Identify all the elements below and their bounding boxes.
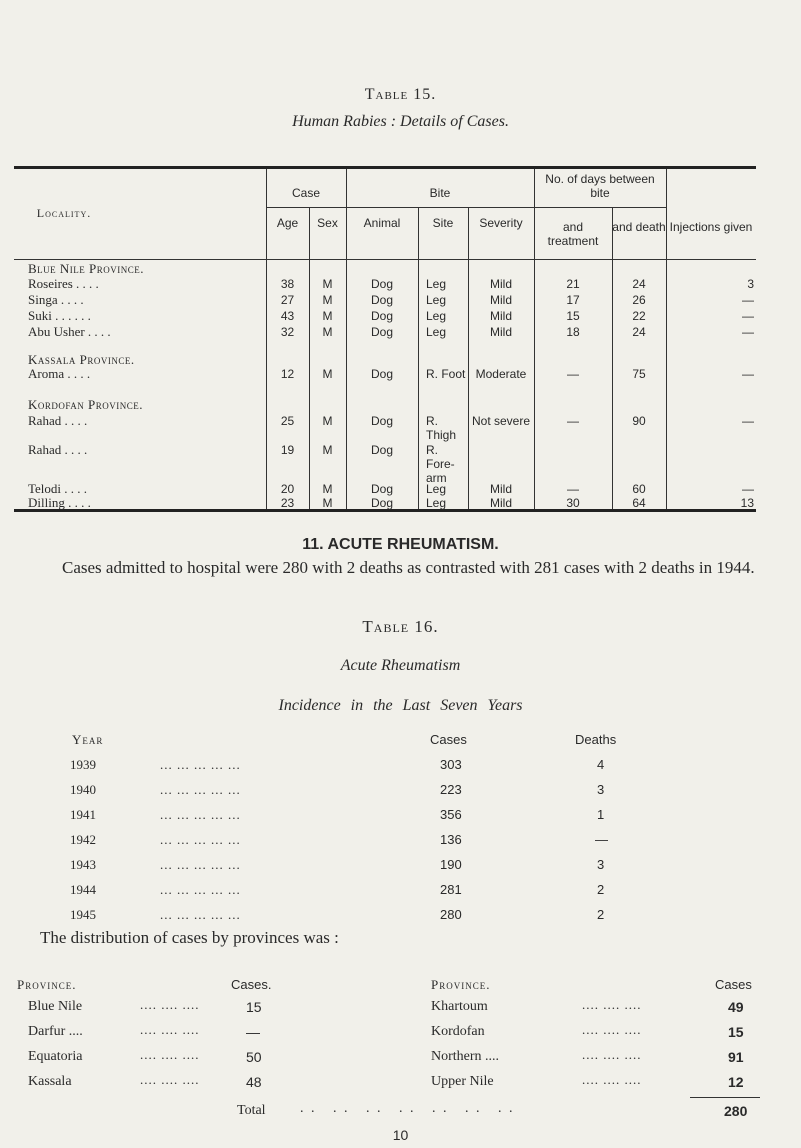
injections: — xyxy=(742,414,754,428)
province-name: Kassala xyxy=(28,1074,72,1089)
cases: 281 xyxy=(440,882,462,897)
col-divider xyxy=(534,169,535,509)
animal: Dog xyxy=(370,443,393,457)
locality: Abu Usher . . . . xyxy=(28,324,111,339)
header-divider xyxy=(14,259,756,260)
province-cases: 12 xyxy=(728,1074,744,1090)
header-sex: Sex xyxy=(317,216,338,230)
sex: M xyxy=(322,414,333,428)
deaths: — xyxy=(595,832,608,847)
severity: Mild xyxy=(489,277,512,291)
animal: Dog xyxy=(370,367,393,381)
header-and-death: and death xyxy=(612,220,666,234)
age: 19 xyxy=(280,443,295,457)
table-row xyxy=(0,807,801,827)
sex: M xyxy=(322,277,333,291)
animal: Dog xyxy=(370,482,393,496)
section-heading: 11. ACUTE RHEUMATISM. xyxy=(302,536,499,553)
province-cases: 50 xyxy=(246,1049,262,1065)
injections: — xyxy=(742,309,754,323)
site: Leg xyxy=(426,293,447,307)
deaths: 3 xyxy=(597,857,605,872)
severity: Mild xyxy=(489,325,512,339)
cases: 223 xyxy=(440,782,462,797)
leader-dots: .... .... .... xyxy=(140,1072,200,1087)
site: Leg xyxy=(426,482,447,496)
days-treatment: — xyxy=(567,367,579,381)
table-row xyxy=(0,907,801,927)
year: 1944 xyxy=(70,882,96,897)
table16-subtitle: Acute Rheumatism xyxy=(340,657,461,674)
province-cases: 48 xyxy=(246,1074,262,1090)
year: 1942 xyxy=(70,832,96,847)
col-year: Year xyxy=(72,732,104,747)
leader-dots: .... .... .... xyxy=(140,997,200,1012)
age: 27 xyxy=(280,293,295,307)
province-heading: Blue Nile Province. xyxy=(28,261,145,276)
deaths: 4 xyxy=(597,757,605,772)
severity: Mild xyxy=(489,309,512,323)
sex: M xyxy=(322,482,333,496)
sex: M xyxy=(322,309,333,323)
cases: 136 xyxy=(440,832,462,847)
locality: Singa . . . . xyxy=(28,292,84,307)
locality: Telodi . . . . xyxy=(28,481,88,496)
header-severity: Severity xyxy=(479,216,523,230)
locality: Rahad . . . . xyxy=(28,413,88,428)
total-value: 280 xyxy=(724,1103,748,1119)
province-cases: — xyxy=(246,1024,260,1040)
severity: Mild xyxy=(489,482,512,496)
severity: Mild xyxy=(489,496,512,510)
leader-dots: .... .... .... xyxy=(140,1047,200,1062)
province-name: Northern .... xyxy=(431,1049,500,1064)
section-paragraph: Cases admitted to hospital were 280 with 2 deaths as contrasted with 281 cases with 2 deaths in 1944. xyxy=(62,558,755,577)
leader-dots: .... .... .... xyxy=(582,1022,642,1037)
severity: Moderate xyxy=(475,367,527,381)
leader-dots: ... ... ... ... ... xyxy=(160,832,241,847)
days-treatment: — xyxy=(567,482,579,496)
sex: M xyxy=(322,367,333,381)
age: 23 xyxy=(280,496,295,510)
animal: Dog xyxy=(370,414,393,428)
bite-subdivider xyxy=(346,207,534,208)
animal: Dog xyxy=(370,325,393,339)
case-subdivider xyxy=(266,207,346,208)
col-divider xyxy=(612,207,613,509)
header-site: Site xyxy=(432,216,454,230)
year: 1940 xyxy=(70,782,96,797)
cases: 190 xyxy=(440,857,462,872)
leader-dots: ... ... ... ... ... xyxy=(160,782,241,797)
injections: 13 xyxy=(740,496,754,510)
cases: 280 xyxy=(440,907,462,922)
table-top-rule xyxy=(14,166,756,169)
leader-dots: .... .... .... xyxy=(140,1022,200,1037)
page-number: 10 xyxy=(392,1127,409,1143)
injections: 3 xyxy=(747,277,754,291)
sex: M xyxy=(322,496,333,510)
col-cases-left: Cases. xyxy=(231,977,272,992)
header-days-between: No. of days between bite xyxy=(545,172,655,200)
leader-dots: ... ... ... ... ... xyxy=(160,857,241,872)
year: 1945 xyxy=(70,907,96,922)
province-name: Blue Nile xyxy=(28,999,83,1014)
site: R. Thigh xyxy=(426,414,457,442)
table15-title: Table 15. xyxy=(364,86,437,103)
year: 1941 xyxy=(70,807,96,822)
distribution-intro: The distribution of cases by provinces was : xyxy=(40,928,339,947)
deaths: 2 xyxy=(597,882,605,897)
injections: — xyxy=(742,367,754,381)
animal: Dog xyxy=(370,277,393,291)
cases: 356 xyxy=(440,807,462,822)
days-death: 60 xyxy=(632,482,646,496)
table-row xyxy=(0,782,801,802)
header-age: Age xyxy=(276,216,299,230)
leader-dots: .... .... .... xyxy=(582,1047,642,1062)
age: 32 xyxy=(280,325,295,339)
col-cases-right: Cases xyxy=(715,977,752,992)
deaths: 2 xyxy=(597,907,605,922)
site: Leg xyxy=(426,325,447,339)
table16-subtitle2: Incidence in the Last Seven Years xyxy=(278,697,523,714)
locality: Rahad . . . . xyxy=(28,442,88,457)
injections: — xyxy=(742,325,754,339)
days-death: 22 xyxy=(632,309,646,323)
table16-title: Table 16. xyxy=(362,617,439,636)
animal: Dog xyxy=(370,309,393,323)
col-divider xyxy=(309,207,310,509)
days-treatment: 30 xyxy=(566,496,580,510)
locality: Dilling . . . . xyxy=(28,495,91,510)
table-row xyxy=(0,857,801,877)
severity: Mild xyxy=(489,293,512,307)
days-death: 90 xyxy=(632,414,646,428)
days-death: 64 xyxy=(632,496,646,510)
province-cases: 91 xyxy=(728,1049,744,1065)
col-province-right: Province. xyxy=(431,977,491,992)
injections: — xyxy=(742,482,754,496)
days-treatment: 17 xyxy=(566,293,580,307)
header-injections: Injections given xyxy=(669,220,753,234)
age: 20 xyxy=(280,482,295,496)
leader-dots: ... ... ... ... ... xyxy=(160,882,241,897)
days-death: 26 xyxy=(632,293,646,307)
site: Leg xyxy=(426,496,447,510)
injections: — xyxy=(742,293,754,307)
province-heading: Kassala Province. xyxy=(28,352,135,367)
leader-dots: ... ... ... ... ... xyxy=(160,807,241,822)
rabies-table xyxy=(14,166,756,512)
animal: Dog xyxy=(370,293,393,307)
col-province-left: Province. xyxy=(17,977,77,992)
year: 1943 xyxy=(70,857,96,872)
deaths: 1 xyxy=(597,807,605,822)
sex: M xyxy=(322,293,333,307)
col-deaths: Deaths xyxy=(575,732,617,747)
animal: Dog xyxy=(370,496,393,510)
age: 43 xyxy=(280,309,295,323)
table-row xyxy=(0,757,801,777)
total-rule xyxy=(690,1097,760,1098)
table-row xyxy=(0,882,801,902)
leader-dots: ... ... ... ... ... xyxy=(160,907,241,922)
sex: M xyxy=(322,443,333,457)
province-name: Kordofan xyxy=(431,1024,485,1039)
age: 12 xyxy=(280,367,295,381)
site: Leg xyxy=(426,277,447,291)
province-name: Khartoum xyxy=(431,999,488,1014)
days-death: 24 xyxy=(632,325,646,339)
province-cases: 49 xyxy=(728,999,744,1015)
total-dots: . . . . . . . . . . . . . . xyxy=(300,1101,515,1116)
days-treatment: 21 xyxy=(566,277,580,291)
days-death: 75 xyxy=(632,367,646,381)
header-and-treatment: and treatment xyxy=(547,220,599,248)
col-cases: Cases xyxy=(430,732,467,747)
age: 38 xyxy=(280,277,295,291)
deaths: 3 xyxy=(597,782,605,797)
leader-dots: .... .... .... xyxy=(582,997,642,1012)
leader-dots: .... .... .... xyxy=(582,1072,642,1087)
province-heading: Kordofan Province. xyxy=(28,397,143,412)
province-name: Equatoria xyxy=(28,1049,83,1064)
header-animal: Animal xyxy=(363,216,401,230)
header-case: Case xyxy=(291,186,320,200)
province-cases: 15 xyxy=(246,999,262,1015)
site: R. Fore-arm xyxy=(426,443,455,485)
year: 1939 xyxy=(70,757,96,772)
province-cases: 15 xyxy=(728,1024,744,1040)
site: Leg xyxy=(426,309,447,323)
total-label: Total xyxy=(237,1103,266,1118)
severity: Not severe xyxy=(471,414,531,428)
col-divider xyxy=(468,207,469,509)
sex: M xyxy=(322,325,333,339)
header-locality: Locality. xyxy=(36,206,92,220)
table15-subtitle: Human Rabies : Details of Cases. xyxy=(292,113,509,130)
province-name: Upper Nile xyxy=(431,1074,494,1089)
province-name: Darfur .... xyxy=(28,1024,83,1039)
days-treatment: 15 xyxy=(566,309,580,323)
locality: Aroma . . . . xyxy=(28,366,91,381)
age: 25 xyxy=(280,414,295,428)
cases: 303 xyxy=(440,757,462,772)
table-row xyxy=(0,832,801,852)
leader-dots: ... ... ... ... ... xyxy=(160,757,241,772)
locality: Roseires . . . . xyxy=(28,276,99,291)
site: R. Foot xyxy=(426,367,466,381)
days-subdivider xyxy=(534,207,666,208)
header-bite: Bite xyxy=(429,186,451,200)
days-treatment: 18 xyxy=(566,325,580,339)
days-death: 24 xyxy=(632,277,646,291)
col-divider xyxy=(418,207,419,509)
days-treatment: — xyxy=(567,414,579,428)
locality: Suki . . . . . . xyxy=(28,308,91,323)
